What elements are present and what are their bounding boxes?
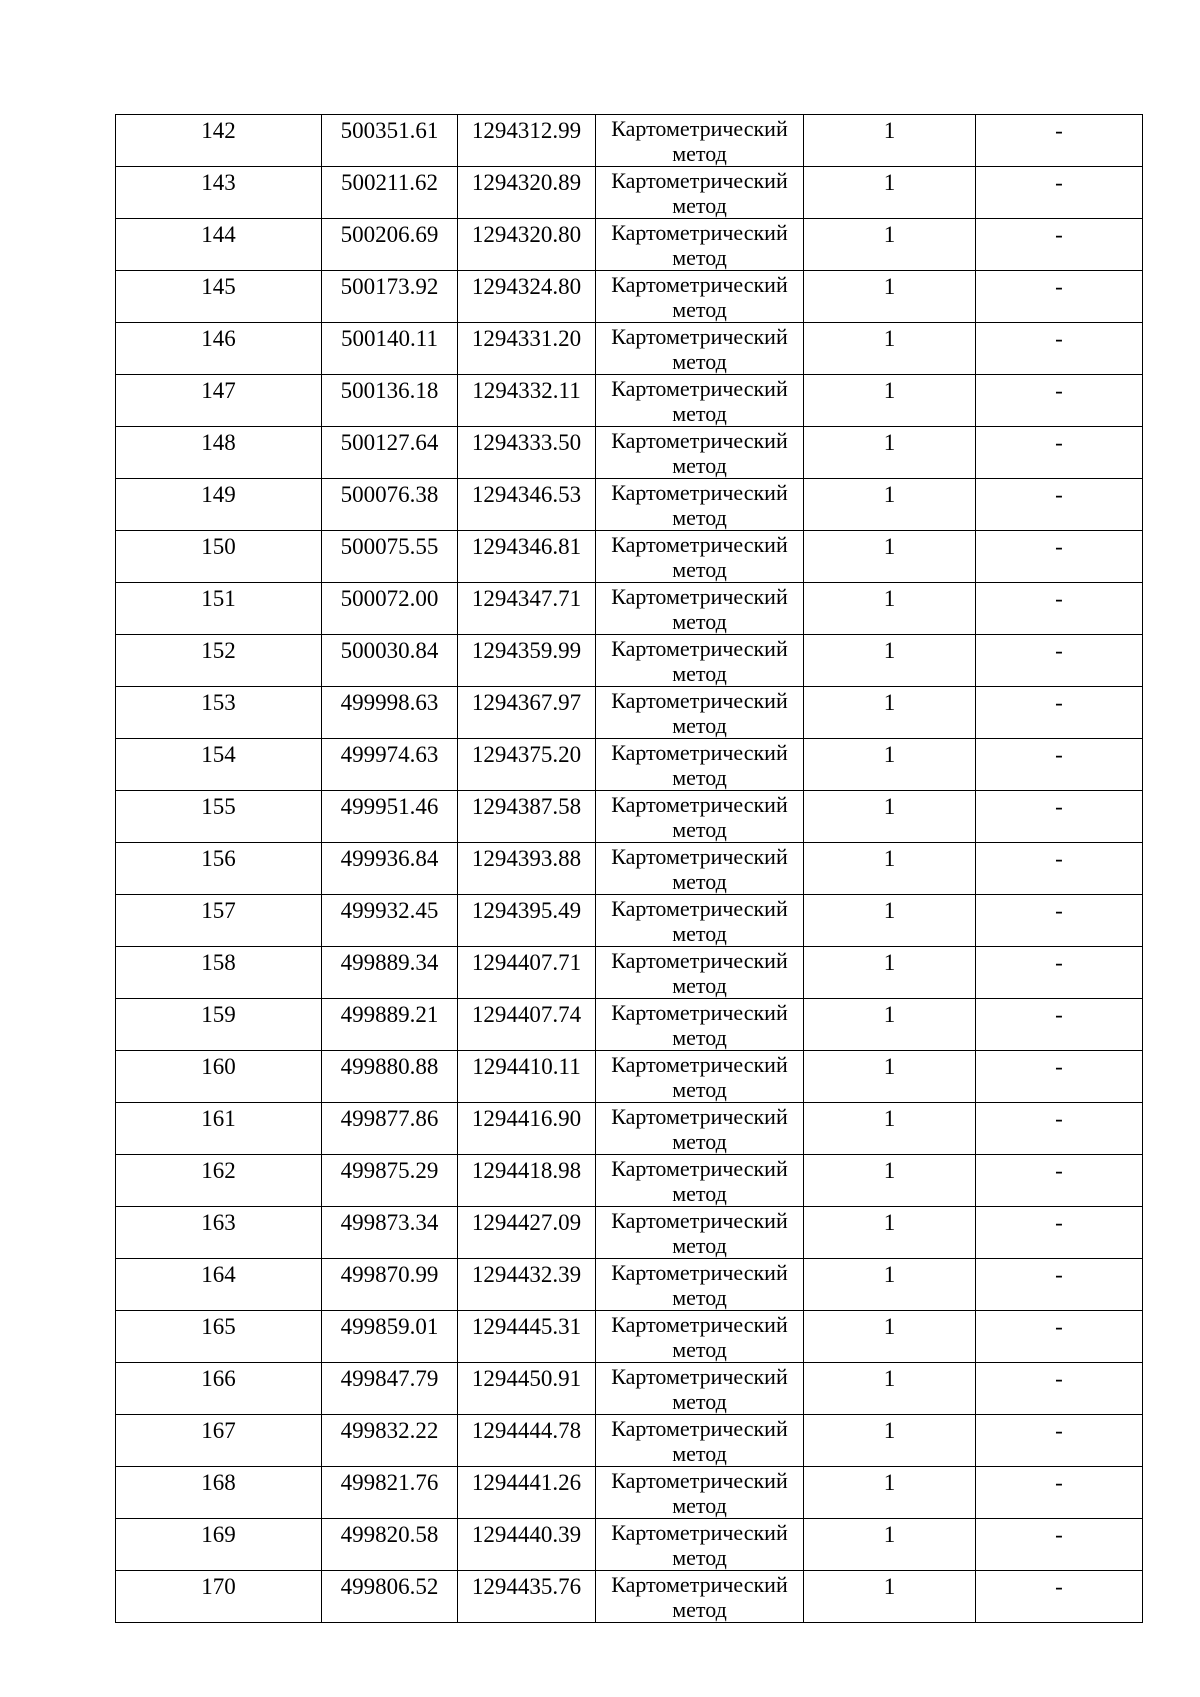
method-cell bbox=[596, 999, 804, 1051]
y-coordinate-cell: 1294375.20 bbox=[458, 739, 596, 791]
x-coordinate-cell: 499873.34 bbox=[322, 1207, 458, 1259]
y-coordinate-cell: 1294407.74 bbox=[458, 999, 596, 1051]
y-coordinate-cell: 1294432.39 bbox=[458, 1259, 596, 1311]
accuracy-cell: 1 bbox=[804, 1259, 976, 1311]
coordinates-table-body bbox=[116, 115, 1143, 1623]
point-number-cell: 155 bbox=[116, 791, 322, 843]
note-cell: - bbox=[976, 531, 1143, 583]
method-line-1: Картометрический bbox=[611, 896, 788, 921]
note-cell: - bbox=[976, 947, 1143, 999]
y-coordinate-cell: 1294407.71 bbox=[458, 947, 596, 999]
table-row bbox=[116, 1207, 1143, 1259]
note-cell: - bbox=[976, 167, 1143, 219]
point-number-cell: 164 bbox=[116, 1259, 322, 1311]
method-line-2: метод bbox=[672, 1233, 727, 1258]
y-coordinate-cell: 1294445.31 bbox=[458, 1311, 596, 1363]
y-coordinate-cell: 1294346.53 bbox=[458, 479, 596, 531]
note-cell: - bbox=[976, 323, 1143, 375]
method-cell bbox=[596, 1519, 804, 1571]
y-coordinate-cell: 1294416.90 bbox=[458, 1103, 596, 1155]
accuracy-cell: 1 bbox=[804, 1415, 976, 1467]
point-number-cell: 161 bbox=[116, 1103, 322, 1155]
method-cell bbox=[596, 947, 804, 999]
table-row bbox=[116, 1051, 1143, 1103]
note-cell: - bbox=[976, 1155, 1143, 1207]
accuracy-cell: 1 bbox=[804, 1155, 976, 1207]
note-cell: - bbox=[976, 583, 1143, 635]
method-line-2: метод bbox=[672, 297, 727, 322]
accuracy-cell: 1 bbox=[804, 1519, 976, 1571]
method-line-2: метод bbox=[672, 453, 727, 478]
method-line-1: Картометрический bbox=[611, 792, 788, 817]
method-line-1: Картометрический bbox=[611, 272, 788, 297]
x-coordinate-cell: 500030.84 bbox=[322, 635, 458, 687]
accuracy-cell: 1 bbox=[804, 219, 976, 271]
point-number-cell: 142 bbox=[116, 115, 322, 167]
x-coordinate-cell: 499870.99 bbox=[322, 1259, 458, 1311]
accuracy-cell: 1 bbox=[804, 427, 976, 479]
note-cell: - bbox=[976, 1519, 1143, 1571]
y-coordinate-cell: 1294395.49 bbox=[458, 895, 596, 947]
method-cell bbox=[596, 687, 804, 739]
x-coordinate-cell: 499877.86 bbox=[322, 1103, 458, 1155]
accuracy-cell: 1 bbox=[804, 1571, 976, 1623]
x-coordinate-cell: 500076.38 bbox=[322, 479, 458, 531]
point-number-cell: 156 bbox=[116, 843, 322, 895]
method-line-1: Картометрический bbox=[611, 428, 788, 453]
point-number-cell: 162 bbox=[116, 1155, 322, 1207]
method-line-2: метод bbox=[672, 869, 727, 894]
accuracy-cell: 1 bbox=[804, 323, 976, 375]
method-line-2: метод bbox=[672, 141, 727, 166]
accuracy-cell: 1 bbox=[804, 947, 976, 999]
method-cell bbox=[596, 739, 804, 791]
note-cell: - bbox=[976, 687, 1143, 739]
method-line-2: метод bbox=[672, 349, 727, 374]
y-coordinate-cell: 1294332.11 bbox=[458, 375, 596, 427]
x-coordinate-cell: 499998.63 bbox=[322, 687, 458, 739]
method-line-1: Картометрический bbox=[611, 688, 788, 713]
method-cell bbox=[596, 895, 804, 947]
method-line-2: метод bbox=[672, 401, 727, 426]
method-cell bbox=[596, 635, 804, 687]
point-number-cell: 148 bbox=[116, 427, 322, 479]
note-cell: - bbox=[976, 1103, 1143, 1155]
table-row bbox=[116, 479, 1143, 531]
method-line-1: Картометрический bbox=[611, 1156, 788, 1181]
note-cell: - bbox=[976, 219, 1143, 271]
method-line-1: Картометрический bbox=[611, 584, 788, 609]
note-cell: - bbox=[976, 1467, 1143, 1519]
note-cell: - bbox=[976, 739, 1143, 791]
point-number-cell: 167 bbox=[116, 1415, 322, 1467]
y-coordinate-cell: 1294418.98 bbox=[458, 1155, 596, 1207]
table-row bbox=[116, 375, 1143, 427]
point-number-cell: 145 bbox=[116, 271, 322, 323]
accuracy-cell: 1 bbox=[804, 1467, 976, 1519]
point-number-cell: 157 bbox=[116, 895, 322, 947]
note-cell: - bbox=[976, 479, 1143, 531]
table-row bbox=[116, 531, 1143, 583]
y-coordinate-cell: 1294333.50 bbox=[458, 427, 596, 479]
method-line-2: метод bbox=[672, 1545, 727, 1570]
x-coordinate-cell: 499951.46 bbox=[322, 791, 458, 843]
table-row bbox=[116, 895, 1143, 947]
method-cell bbox=[596, 375, 804, 427]
point-number-cell: 146 bbox=[116, 323, 322, 375]
method-cell bbox=[596, 1155, 804, 1207]
accuracy-cell: 1 bbox=[804, 843, 976, 895]
table-row bbox=[116, 947, 1143, 999]
table-row bbox=[116, 1519, 1143, 1571]
table-row bbox=[116, 427, 1143, 479]
table-row bbox=[116, 271, 1143, 323]
table-row bbox=[116, 1363, 1143, 1415]
table-row bbox=[116, 999, 1143, 1051]
accuracy-cell: 1 bbox=[804, 895, 976, 947]
method-line-2: метод bbox=[672, 557, 727, 582]
x-coordinate-cell: 500136.18 bbox=[322, 375, 458, 427]
method-line-2: метод bbox=[672, 193, 727, 218]
method-line-1: Картометрический bbox=[611, 1572, 788, 1597]
x-coordinate-cell: 499806.52 bbox=[322, 1571, 458, 1623]
method-cell bbox=[596, 115, 804, 167]
y-coordinate-cell: 1294393.88 bbox=[458, 843, 596, 895]
point-number-cell: 150 bbox=[116, 531, 322, 583]
note-cell: - bbox=[976, 1207, 1143, 1259]
point-number-cell: 165 bbox=[116, 1311, 322, 1363]
point-number-cell: 144 bbox=[116, 219, 322, 271]
note-cell: - bbox=[976, 635, 1143, 687]
method-line-2: метод bbox=[672, 973, 727, 998]
x-coordinate-cell: 499832.22 bbox=[322, 1415, 458, 1467]
method-line-2: метод bbox=[672, 1285, 727, 1310]
x-coordinate-cell: 499889.21 bbox=[322, 999, 458, 1051]
x-coordinate-cell: 499889.34 bbox=[322, 947, 458, 999]
accuracy-cell: 1 bbox=[804, 531, 976, 583]
method-line-1: Картометрический bbox=[611, 1312, 788, 1337]
method-cell bbox=[596, 1259, 804, 1311]
y-coordinate-cell: 1294312.99 bbox=[458, 115, 596, 167]
method-line-2: метод bbox=[672, 713, 727, 738]
method-line-1: Картометрический bbox=[611, 1208, 788, 1233]
accuracy-cell: 1 bbox=[804, 375, 976, 427]
method-cell bbox=[596, 167, 804, 219]
method-cell bbox=[596, 843, 804, 895]
note-cell: - bbox=[976, 1415, 1143, 1467]
table-row bbox=[116, 1415, 1143, 1467]
x-coordinate-cell: 500075.55 bbox=[322, 531, 458, 583]
method-cell bbox=[596, 1051, 804, 1103]
y-coordinate-cell: 1294320.80 bbox=[458, 219, 596, 271]
note-cell: - bbox=[976, 1311, 1143, 1363]
x-coordinate-cell: 500206.69 bbox=[322, 219, 458, 271]
note-cell: - bbox=[976, 843, 1143, 895]
method-cell bbox=[596, 219, 804, 271]
accuracy-cell: 1 bbox=[804, 115, 976, 167]
note-cell: - bbox=[976, 115, 1143, 167]
method-line-1: Картометрический bbox=[611, 1416, 788, 1441]
table-row bbox=[116, 1103, 1143, 1155]
method-cell bbox=[596, 1311, 804, 1363]
method-cell bbox=[596, 1363, 804, 1415]
method-cell bbox=[596, 1415, 804, 1467]
method-cell bbox=[596, 583, 804, 635]
table-row bbox=[116, 635, 1143, 687]
table-row bbox=[116, 1259, 1143, 1311]
x-coordinate-cell: 500127.64 bbox=[322, 427, 458, 479]
method-line-2: метод bbox=[672, 1129, 727, 1154]
table-row bbox=[116, 167, 1143, 219]
note-cell: - bbox=[976, 427, 1143, 479]
method-line-2: метод bbox=[672, 1493, 727, 1518]
method-line-2: метод bbox=[672, 921, 727, 946]
method-line-1: Картометрический bbox=[611, 532, 788, 557]
table-row bbox=[116, 115, 1143, 167]
table-row bbox=[116, 687, 1143, 739]
x-coordinate-cell: 500351.61 bbox=[322, 115, 458, 167]
y-coordinate-cell: 1294427.09 bbox=[458, 1207, 596, 1259]
method-line-1: Картометрический bbox=[611, 116, 788, 141]
point-number-cell: 149 bbox=[116, 479, 322, 531]
table-row bbox=[116, 739, 1143, 791]
accuracy-cell: 1 bbox=[804, 1207, 976, 1259]
x-coordinate-cell: 500140.11 bbox=[322, 323, 458, 375]
note-cell: - bbox=[976, 1571, 1143, 1623]
note-cell: - bbox=[976, 1259, 1143, 1311]
method-line-2: метод bbox=[672, 817, 727, 842]
method-line-1: Картометрический bbox=[611, 1520, 788, 1545]
method-line-1: Картометрический bbox=[611, 844, 788, 869]
method-cell bbox=[596, 1207, 804, 1259]
x-coordinate-cell: 499880.88 bbox=[322, 1051, 458, 1103]
method-line-2: метод bbox=[672, 1025, 727, 1050]
method-line-1: Картометрический bbox=[611, 948, 788, 973]
x-coordinate-cell: 499859.01 bbox=[322, 1311, 458, 1363]
method-line-1: Картометрический bbox=[611, 1104, 788, 1129]
table-row bbox=[116, 219, 1143, 271]
note-cell: - bbox=[976, 1051, 1143, 1103]
accuracy-cell: 1 bbox=[804, 739, 976, 791]
method-line-2: метод bbox=[672, 661, 727, 686]
y-coordinate-cell: 1294347.71 bbox=[458, 583, 596, 635]
accuracy-cell: 1 bbox=[804, 583, 976, 635]
method-cell bbox=[596, 427, 804, 479]
x-coordinate-cell: 499820.58 bbox=[322, 1519, 458, 1571]
method-cell bbox=[596, 531, 804, 583]
point-number-cell: 153 bbox=[116, 687, 322, 739]
note-cell: - bbox=[976, 1363, 1143, 1415]
y-coordinate-cell: 1294444.78 bbox=[458, 1415, 596, 1467]
point-number-cell: 147 bbox=[116, 375, 322, 427]
point-number-cell: 166 bbox=[116, 1363, 322, 1415]
y-coordinate-cell: 1294367.97 bbox=[458, 687, 596, 739]
accuracy-cell: 1 bbox=[804, 271, 976, 323]
x-coordinate-cell: 499821.76 bbox=[322, 1467, 458, 1519]
point-number-cell: 154 bbox=[116, 739, 322, 791]
table-row bbox=[116, 1467, 1143, 1519]
method-line-2: метод bbox=[672, 609, 727, 634]
method-line-2: метод bbox=[672, 245, 727, 270]
note-cell: - bbox=[976, 999, 1143, 1051]
method-line-1: Картометрический bbox=[611, 324, 788, 349]
method-line-2: метод bbox=[672, 1181, 727, 1206]
y-coordinate-cell: 1294440.39 bbox=[458, 1519, 596, 1571]
x-coordinate-cell: 500072.00 bbox=[322, 583, 458, 635]
method-line-2: метод bbox=[672, 1077, 727, 1102]
point-number-cell: 159 bbox=[116, 999, 322, 1051]
method-line-2: метод bbox=[672, 1441, 727, 1466]
method-line-2: метод bbox=[672, 1337, 727, 1362]
point-number-cell: 160 bbox=[116, 1051, 322, 1103]
point-number-cell: 170 bbox=[116, 1571, 322, 1623]
accuracy-cell: 1 bbox=[804, 167, 976, 219]
method-line-1: Картометрический bbox=[611, 1052, 788, 1077]
method-cell bbox=[596, 479, 804, 531]
accuracy-cell: 1 bbox=[804, 687, 976, 739]
note-cell: - bbox=[976, 791, 1143, 843]
method-cell bbox=[596, 1571, 804, 1623]
method-line-1: Картометрический bbox=[611, 220, 788, 245]
y-coordinate-cell: 1294441.26 bbox=[458, 1467, 596, 1519]
accuracy-cell: 1 bbox=[804, 999, 976, 1051]
table-row bbox=[116, 791, 1143, 843]
y-coordinate-cell: 1294359.99 bbox=[458, 635, 596, 687]
x-coordinate-cell: 499936.84 bbox=[322, 843, 458, 895]
x-coordinate-cell: 500211.62 bbox=[322, 167, 458, 219]
x-coordinate-cell: 500173.92 bbox=[322, 271, 458, 323]
method-cell bbox=[596, 1467, 804, 1519]
note-cell: - bbox=[976, 895, 1143, 947]
table-row bbox=[116, 1155, 1143, 1207]
table-row bbox=[116, 583, 1143, 635]
accuracy-cell: 1 bbox=[804, 1103, 976, 1155]
accuracy-cell: 1 bbox=[804, 791, 976, 843]
y-coordinate-cell: 1294346.81 bbox=[458, 531, 596, 583]
method-line-2: метод bbox=[672, 505, 727, 530]
method-line-1: Картометрический bbox=[611, 1260, 788, 1285]
method-cell bbox=[596, 1103, 804, 1155]
note-cell: - bbox=[976, 271, 1143, 323]
method-line-1: Картометрический bbox=[611, 480, 788, 505]
method-line-2: метод bbox=[672, 1597, 727, 1622]
method-line-1: Картометрический bbox=[611, 376, 788, 401]
y-coordinate-cell: 1294320.89 bbox=[458, 167, 596, 219]
accuracy-cell: 1 bbox=[804, 479, 976, 531]
method-line-1: Картометрический bbox=[611, 1364, 788, 1389]
note-cell: - bbox=[976, 375, 1143, 427]
method-cell bbox=[596, 271, 804, 323]
x-coordinate-cell: 499932.45 bbox=[322, 895, 458, 947]
point-number-cell: 152 bbox=[116, 635, 322, 687]
method-line-1: Картометрический bbox=[611, 636, 788, 661]
method-cell bbox=[596, 323, 804, 375]
coordinates-table bbox=[115, 114, 1143, 1623]
accuracy-cell: 1 bbox=[804, 1051, 976, 1103]
x-coordinate-cell: 499875.29 bbox=[322, 1155, 458, 1207]
table-row bbox=[116, 1571, 1143, 1623]
x-coordinate-cell: 499974.63 bbox=[322, 739, 458, 791]
method-line-1: Картометрический bbox=[611, 168, 788, 193]
point-number-cell: 168 bbox=[116, 1467, 322, 1519]
method-line-1: Картометрический bbox=[611, 1000, 788, 1025]
y-coordinate-cell: 1294324.80 bbox=[458, 271, 596, 323]
x-coordinate-cell: 499847.79 bbox=[322, 1363, 458, 1415]
point-number-cell: 151 bbox=[116, 583, 322, 635]
table-row bbox=[116, 323, 1143, 375]
y-coordinate-cell: 1294435.76 bbox=[458, 1571, 596, 1623]
point-number-cell: 158 bbox=[116, 947, 322, 999]
accuracy-cell: 1 bbox=[804, 1363, 976, 1415]
table-row bbox=[116, 843, 1143, 895]
point-number-cell: 143 bbox=[116, 167, 322, 219]
y-coordinate-cell: 1294410.11 bbox=[458, 1051, 596, 1103]
accuracy-cell: 1 bbox=[804, 1311, 976, 1363]
y-coordinate-cell: 1294450.91 bbox=[458, 1363, 596, 1415]
y-coordinate-cell: 1294331.20 bbox=[458, 323, 596, 375]
method-line-2: метод bbox=[672, 1389, 727, 1414]
method-line-1: Картометрический bbox=[611, 1468, 788, 1493]
method-line-1: Картометрический bbox=[611, 740, 788, 765]
y-coordinate-cell: 1294387.58 bbox=[458, 791, 596, 843]
table-row bbox=[116, 1311, 1143, 1363]
accuracy-cell: 1 bbox=[804, 635, 976, 687]
method-cell bbox=[596, 791, 804, 843]
method-line-2: метод bbox=[672, 765, 727, 790]
point-number-cell: 169 bbox=[116, 1519, 322, 1571]
point-number-cell: 163 bbox=[116, 1207, 322, 1259]
